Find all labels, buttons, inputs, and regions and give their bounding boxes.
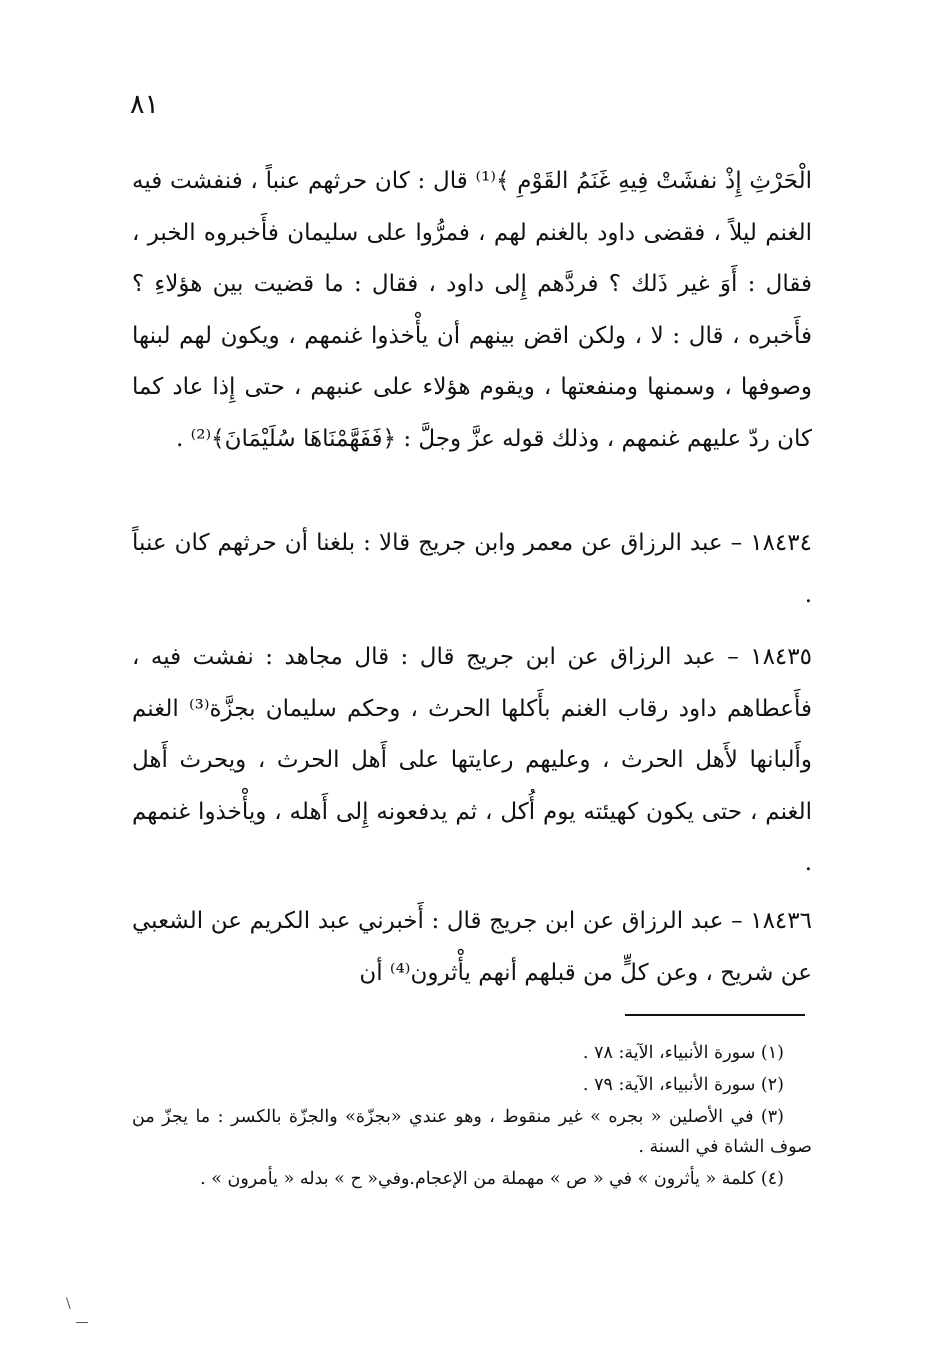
footnote-1: (١) سورة الأنبياء، الآية: ٧٨ . (582, 1043, 784, 1063)
paragraph-intro: الْحَرْثِ إِذْ نفشَتْ فِيهِ غَنَمُ القَوْمِ ﴾⁽¹⁾ قال : كان حرثهم عنباً ، فنفشت فيه الغنم ليلاً ، فقضى داود بالغنم لهم ، فمرُّوا على سليمان فأَخبروه الخبر ، فقال : أَوَ غير ذَلك ؟ فردَّهم إِلى داود ، فقال : ما قضيت بين هؤلاءِ ؟ فأَخبره ، قال : لا ، ولكن اقض بينهم أن يأْخذوا غنمهم ، ويكون لهم لبنها وصوفها ، وسمنها ومنفعتها ، ويقوم هؤلاء على عنبهم ، حتى إِذا عاد كما كان ردّ عليهم غنمهم ، وذلك قوله عزَّ وجلَّ : ﴿فَفَهَّمْنَاهَا سُلَيْمَانَ﴾⁽²⁾ . (132, 168, 813, 452)
footnotes-section (132, 1038, 812, 1196)
scan-dash (76, 1322, 88, 1323)
paragraph-18436: ١٨٤٣٦ – عبد الرزاق عن ابن جريج قال : أَخبرني عبد الكريم عن الشعبي عن شريح ، وعن كلٍّ من قبلهم أنهم يأْثرون⁽⁴⁾ أن (132, 908, 812, 986)
paragraph-18434: ١٨٤٣٤ – عبد الرزاق عن معمر وابن جريج قالا : بلغنا أن حرثهم كان عنباً . (132, 530, 812, 608)
paragraph-18435: ١٨٤٣٥ – عبد الرزاق عن ابن جريج قال : قال مجاهد : نفشت فيه ، فأَعطاهم داود رقاب الغنم بأَكلها الحرث ، وحكم سليمان بجزَّة⁽³⁾ الغنم وأَلبانها لأَهل الحرث ، وعليهم رعايتها على أَهل الحرث ، ويحرث أَهل الغنم ، حتى يكون كهيئته يوم أُكل ، ثم يدفعونه إِلى أَهله ، ويأْخذوا غنمهم . (132, 644, 812, 876)
footnote-4: (٤) كلمة « يأثرون » في « ص » مهملة من الإعجام.وفي« ح » بدله « يأمرون » . (200, 1169, 784, 1189)
page-number: ٨١ (130, 89, 160, 120)
footnote-3: (٣) في الأصلين « بجره » غير منقوط ، وهو عندي «بجزّة» والجزّة بالكسر : ما يجزّ من صوف الشاة في السنة . (132, 1107, 812, 1157)
scan-speck: \ (66, 1296, 71, 1312)
footnote-divider (625, 1014, 805, 1016)
footnote-2: (٢) سورة الأنبياء، الآية: ٧٩ . (582, 1075, 784, 1095)
